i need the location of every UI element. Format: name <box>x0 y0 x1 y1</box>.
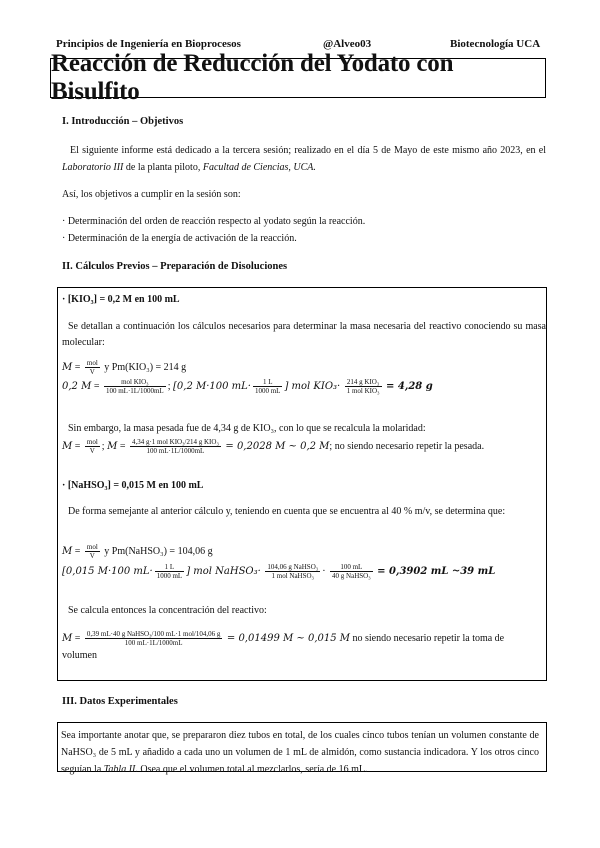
objective-1: · Determinación del orden de reacción respecto al yodato según la reacción. <box>62 216 366 227</box>
objective-2: · Determinación de la energía de activación de la reacción. <box>62 233 297 244</box>
experimental-text: Sea importante anotar que, se prepararon diez tubos en total, de los cuales cinco tubos tenían un volumen constante de NaHSO₃ de 5 mL y añadido a cada uno un volumen de 1 mL de almidón, como sustancia indicadora. Y los otros cinco seguían la Tabla II. Osea que el volumen total al mezclarlos, sería de 16 mL. <box>61 730 539 775</box>
header-right: Biotecnología UCA <box>450 38 541 50</box>
section-1-title: I. Introducción – Objetivos <box>62 116 184 127</box>
kio3-heading: · [KIO₃] = 0,2 M en 100 mL <box>62 294 180 305</box>
section-3-title: III. Datos Experimentales <box>62 696 178 707</box>
header-center: @Alveo03 <box>323 38 372 50</box>
title-box <box>50 50 546 105</box>
section-2-title: II. Cálculos Previos – Preparación de Disoluciones <box>62 261 288 272</box>
kio3-eq1: M = $\frac{\text{mol}}{V}$ y Pm(KIO₃) = 214 g <box>62 359 187 376</box>
kio3-text2: Sin embargo, la masa pesada fue de 4,34 g de KIO₃, con lo que se recalcula la molaridad: <box>68 423 426 434</box>
header-left: Principios de Ingeniería en Bioprocesos <box>56 38 241 50</box>
kio3-text: Se detallan a continuación los cálculos necesarios para determinar la masa necesaria del reactivo conociendo su masa molecular: <box>62 321 546 348</box>
kio3-eq2: 0,2 M = $\frac{\text{mol KIO₃}}{100 mL\cdot 1L/1000mL}$ ; [0,2 M·100 mL· $\frac{1 L}{1000 mL}$ ] mol KIO₃· $\frac{\text{214 g KIO₃}}{\text{1 mol KIO₃}}$ = 4,28 g <box>62 378 433 395</box>
nahso3-text2: Se calcula entonces la concentración del reactivo: <box>68 605 267 616</box>
objectives-intro: Así, los objetivos a cumplir en la sesión son: <box>62 189 241 200</box>
page-title: Reacción de Reducción del Yodato con Bisulfito <box>51 50 454 105</box>
kio3-eq3: M = $\frac{\text{mol}}{V}$ ; M = $\frac{\text{4,34 g·1 mol KIO₃/214 g KIO₃}}{100 mL\cdot 1L/1000mL}$ = 0,2028 M ~ 0,2 M; no siendo necesario repetir la pesada. <box>62 438 485 455</box>
intro-paragraph: El siguiente informe está dedicado a la tercera sesión; realizado en el día 5 de Mayo de este mismo año 2023, en el Laboratorio III de la planta piloto, Facultad de Ciencias, UCA. <box>62 145 546 173</box>
nahso3-heading: · [NaHSO₃] = 0,015 M en 100 mL <box>62 480 204 491</box>
nahso3-text: De forma semejante al anterior cálculo y, teniendo en cuenta que se encuentra al 40 % m/v, se determina que: <box>68 506 506 517</box>
nahso3-eq1: M = $\frac{\text{mol}}{V}$ y Pm(NaHSO₃) = 104,06 g <box>62 543 213 560</box>
nahso3-eq3: M = $\frac{\text{0,39 mL·40 g NaHSO₃/100 mL·1 mol/104,06 g}}{100 mL\cdot 1L/1000mL}$ = 0,01499 M ~ 0,015 M no siendo necesario repetir la toma de volumen <box>62 630 505 662</box>
nahso3-eq2: [0,015 M·100 mL· $\frac{1 L}{1000 mL}$ ] mol NaHSO₃· $\frac{\text{104,06 g NaHSO₃}}{\text{1 mol NaHSO₃}}$ · $\frac{100 mL}{\text{40 g NaHSO₃}}$ = 0,3902 mL ~39 mL <box>62 563 496 580</box>
